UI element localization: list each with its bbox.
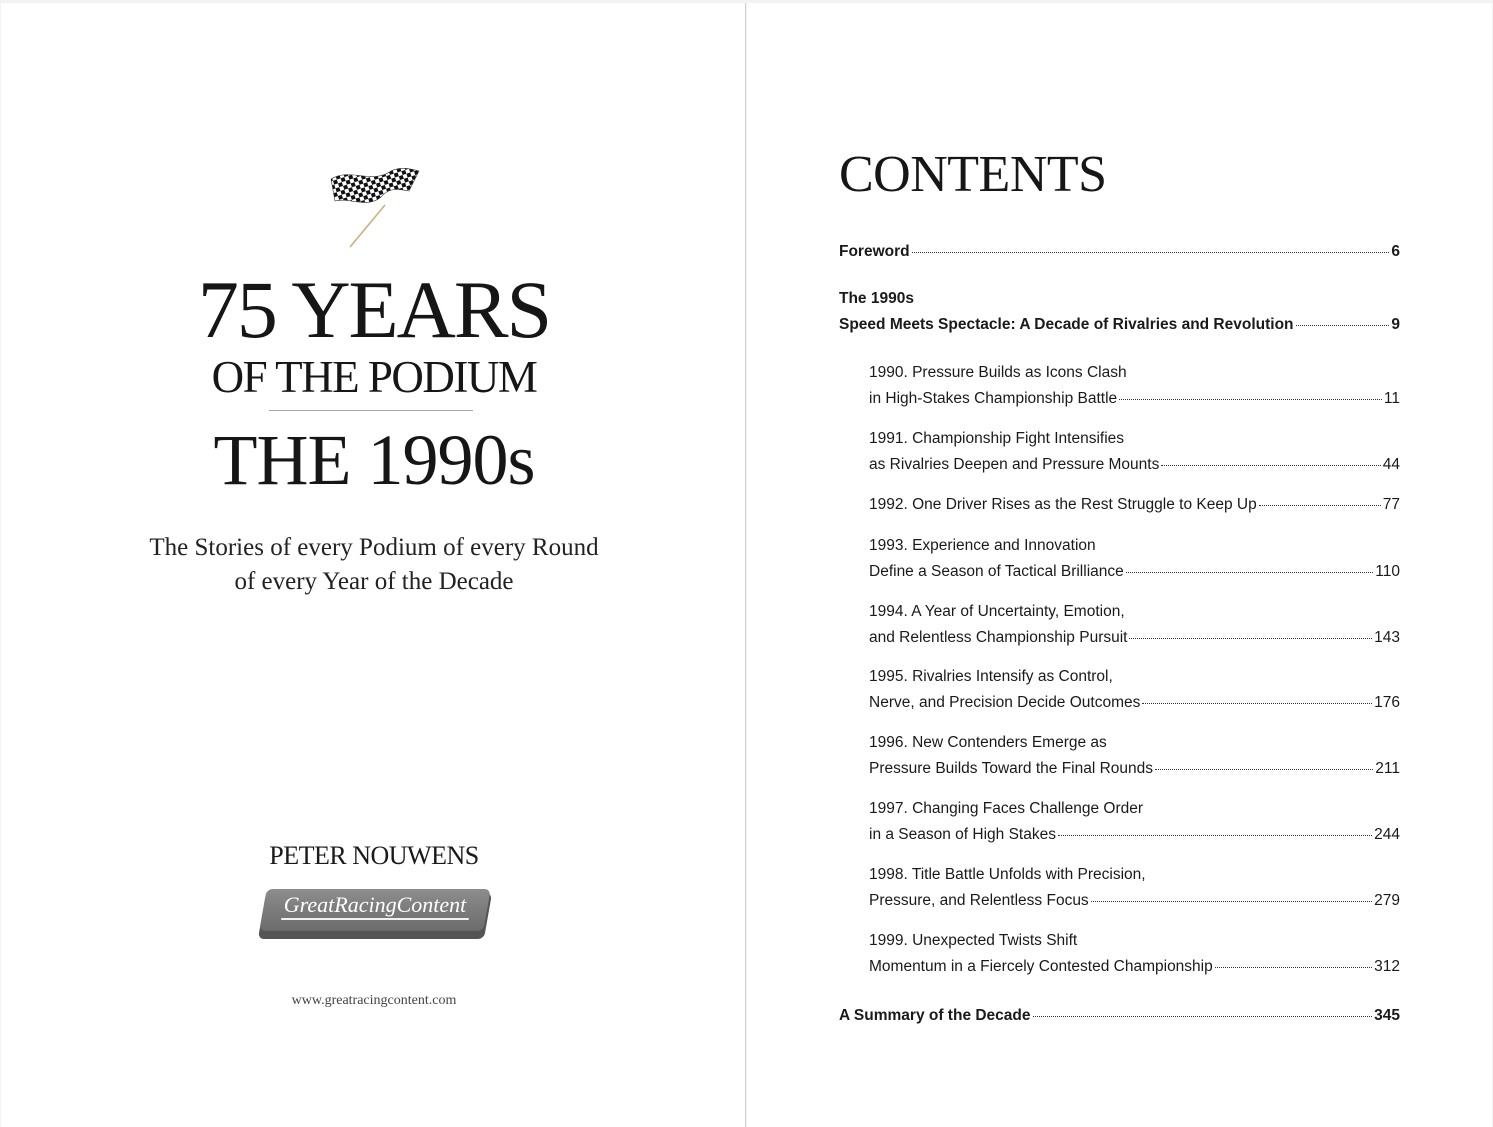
contents-page — [747, 3, 1492, 1127]
subtitle-line-2: of every Year of the Decade — [234, 568, 514, 595]
book-title-sub: OF THE PODIUM — [211, 352, 537, 402]
toc-title: Speed Meets Spectacle: A Decade of Rivalries and Revolution — [839, 316, 1294, 333]
author-name: PETER NOUWENS — [269, 841, 479, 870]
toc-title-line-2: in a Season of High Stakes — [869, 826, 1056, 843]
toc-leader — [1259, 505, 1381, 506]
toc-page-number: 279 — [1374, 892, 1400, 909]
book-subtitle — [1, 531, 747, 599]
toc-leader — [1155, 769, 1373, 770]
toc-title-line-1: 1998. Title Battle Unfolds with Precision, — [869, 866, 1146, 883]
toc-leader — [1296, 325, 1390, 326]
toc-page-number: 143 — [1374, 629, 1400, 646]
toc-page-number: 110 — [1375, 563, 1400, 580]
toc-page-number: 6 — [1391, 243, 1400, 260]
toc-entry-summary[interactable] — [839, 1007, 1400, 1033]
toc-page-number: 77 — [1382, 496, 1400, 513]
book-title-main: 75 YEARS — [197, 264, 551, 355]
toc-title-line-1: 1993. Experience and Innovation — [869, 537, 1096, 554]
toc-entry-1998[interactable] — [869, 866, 1400, 918]
toc-title-line-1: 1995. Rivalries Intensify as Control, — [869, 668, 1113, 685]
title-page — [1, 3, 746, 1127]
publisher-logo — [259, 887, 491, 941]
toc-entry-1990[interactable] — [869, 364, 1400, 416]
toc-entry-1991[interactable] — [869, 430, 1400, 482]
logo-swoosh — [281, 918, 469, 920]
toc-title-line-1: 1991. Championship Fight Intensifies — [869, 430, 1125, 447]
toc-page-number: 312 — [1374, 958, 1400, 975]
toc-page-number: 345 — [1374, 1007, 1400, 1024]
toc-leader — [1119, 399, 1382, 400]
toc-page-number: 176 — [1374, 694, 1400, 711]
toc-title-line-2: Define a Season of Tactical Brilliance — [869, 563, 1124, 580]
toc-title: Foreword — [839, 243, 910, 260]
toc-title-line-1: 1997. Changing Faces Challenge Order — [869, 800, 1144, 817]
toc-leader — [1142, 703, 1372, 704]
toc-title: 1992. One Driver Rises as the Rest Struggle to Keep Up — [869, 496, 1257, 513]
toc-title-line-1: 1999. Unexpected Twists Shift — [869, 932, 1078, 949]
subtitle-line-1: The Stories of every Podium of every Round — [149, 534, 599, 561]
toc-leader — [1126, 572, 1374, 573]
publisher-name: GreatRacingContent — [283, 892, 467, 917]
toc-page-number: 9 — [1391, 316, 1400, 333]
toc-title: A Summary of the Decade — [839, 1007, 1031, 1024]
toc-entry-foreword[interactable] — [839, 243, 1400, 269]
contents-heading: CONTENTS — [839, 146, 1107, 203]
toc-title-line-1: 1994. A Year of Uncertainty, Emotion, — [869, 603, 1125, 620]
toc-entry-1993[interactable] — [869, 537, 1400, 589]
toc-title-line-2: Momentum in a Fiercely Contested Championship — [869, 958, 1213, 975]
toc-entry-1999[interactable] — [869, 932, 1400, 984]
toc-page-number: 211 — [1375, 760, 1400, 777]
toc-title-line-2: Pressure Builds Toward the Final Rounds — [869, 760, 1154, 777]
toc-title-line-2: in High-Stakes Championship Battle — [869, 390, 1118, 407]
toc-entry-1995[interactable] — [869, 668, 1400, 720]
toc-leader — [1215, 967, 1372, 968]
toc-page-number: 44 — [1382, 456, 1400, 473]
toc-entry-1996[interactable] — [869, 734, 1400, 786]
toc-entry-1992[interactable] — [869, 496, 1400, 522]
toc-title-line-2: as Rivalries Deepen and Pressure Mounts — [869, 456, 1160, 473]
toc-leader — [1058, 835, 1372, 836]
toc-title-line-2: Pressure, and Relentless Focus — [869, 892, 1089, 909]
toc-entry-1994[interactable] — [869, 603, 1400, 655]
toc-section-label: The 1990s — [839, 290, 914, 307]
toc-page-number: 244 — [1374, 826, 1400, 843]
toc-entry-1997[interactable] — [869, 800, 1400, 852]
toc-leader — [1091, 901, 1372, 902]
title-divider — [269, 410, 473, 411]
toc-page-number: 11 — [1383, 390, 1400, 407]
toc-leader — [1129, 638, 1372, 639]
toc-entry-decade[interactable] — [839, 290, 1400, 342]
website-url: www.greatracingcontent.com — [291, 993, 457, 1008]
toc-leader — [912, 252, 1390, 253]
toc-leader — [1161, 465, 1380, 466]
checkered-flag-icon — [323, 163, 423, 251]
toc-title-line-2: Nerve, and Precision Decide Outcomes — [869, 694, 1141, 711]
toc-leader — [1033, 1016, 1373, 1017]
book-title-decade: THE 1990s — [213, 420, 535, 500]
toc-title-line-2: and Relentless Championship Pursuit — [869, 629, 1128, 646]
toc-title-line-1: 1990. Pressure Builds as Icons Clash — [869, 364, 1127, 381]
toc-title-line-1: 1996. New Contenders Emerge as — [869, 734, 1107, 751]
